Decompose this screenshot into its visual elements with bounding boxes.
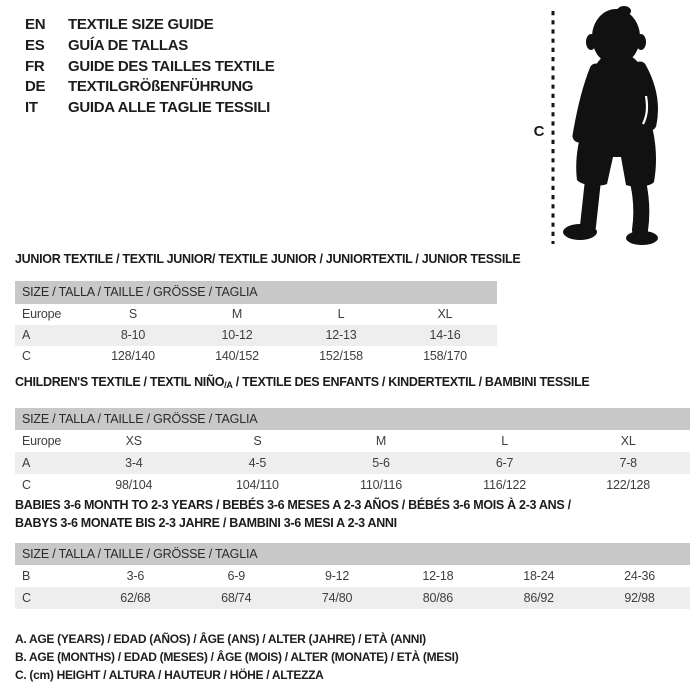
language-code: DE — [25, 78, 46, 96]
table-row-height — [15, 474, 690, 496]
size-cell: L — [501, 434, 508, 448]
row-label: A — [22, 456, 31, 470]
value-cell: 116/122 — [483, 478, 526, 492]
value-cell: 12-18 — [422, 569, 454, 583]
language-row-es — [25, 36, 274, 57]
row-label: C — [22, 591, 31, 605]
language-code: FR — [25, 57, 45, 75]
babies-size-table — [15, 543, 690, 609]
row-label: B — [22, 569, 31, 583]
junior-section-title: JUNIOR TEXTILE / TEXTIL JUNIOR/ TEXTILE JUNIOR / JUNIORTEXTIL / JUNIOR TESSILE — [15, 252, 521, 266]
value-cell: 12-13 — [325, 328, 357, 342]
value-cell: 68/74 — [221, 591, 252, 605]
table-row-height — [15, 346, 497, 367]
note-age-months: B. AGE (MONTHS) / EDAD (MESES) / ÂGE (MOIS) / ALTER (MONATE) / ETÀ (MESI) — [15, 650, 459, 664]
size-cell: S — [253, 434, 262, 448]
value-cell: 18-24 — [523, 569, 555, 583]
measure-label-c: C — [533, 123, 545, 140]
value-cell: 92/98 — [624, 591, 655, 605]
value-cell: 62/68 — [120, 591, 151, 605]
baby-silhouette — [563, 6, 658, 245]
value-cell: 128/140 — [111, 349, 155, 363]
value-cell: 122/128 — [606, 478, 651, 492]
value-cell: 110/116 — [360, 478, 402, 492]
language-row-fr — [25, 57, 274, 78]
value-cell: 5-6 — [372, 456, 390, 470]
value-cell: 98/104 — [115, 478, 153, 492]
language-code: IT — [25, 99, 38, 117]
children-title-post: / TEXTILE DES ENFANTS / KINDERTEXTIL / BAMBINI TESSILE — [232, 375, 590, 389]
babies-title-line1: BABIES 3-6 MONTH TO 2-3 YEARS / BEBÉS 3-6 MESES A 2-3 AÑOS / BÉBÉS 3-6 MOIS À 2-3 ANS / — [15, 498, 571, 512]
value-cell: 80/86 — [422, 591, 454, 605]
language-title: TEXTILE SIZE GUIDE — [68, 16, 214, 33]
language-title: GUÍA DE TALLAS — [68, 36, 188, 54]
row-label: C — [22, 478, 31, 492]
babies-section-title — [15, 497, 571, 532]
language-title: GUIDA ALLE TAGLIE TESSILI — [68, 99, 270, 117]
row-label: C — [22, 349, 31, 363]
size-cell: XL — [620, 434, 636, 448]
value-cell: 4-5 — [248, 456, 267, 470]
language-row-de — [25, 77, 274, 98]
size-cell: S — [128, 307, 138, 321]
value-cell: 9-12 — [324, 569, 350, 583]
note-age-years: A. AGE (YEARS) / EDAD (AÑOS) / ÂGE (ANS) / ALTER (JAHRE) / ETÀ (ANNI) — [15, 632, 426, 646]
value-cell: 14-16 — [429, 328, 461, 342]
children-title-sub: /A — [224, 380, 233, 390]
row-label: A — [22, 328, 31, 342]
note-height-cm: C. (cm) HEIGHT / ALTURA / HAUTEUR / HÖHE / ALTEZZA — [15, 668, 324, 682]
size-cell: XS — [125, 434, 142, 448]
row-label: Europe — [22, 307, 62, 321]
language-row-it — [25, 98, 274, 119]
size-cell: M — [375, 434, 387, 448]
size-header-bar: SIZE / TALLA / TAILLE / GRÖSSE / TAGLIA — [15, 281, 497, 304]
table-row-age — [15, 325, 497, 346]
size-cell: XL — [437, 307, 453, 321]
table-row-europe — [15, 430, 690, 452]
children-size-table — [15, 408, 690, 496]
value-cell: 8-10 — [120, 328, 146, 342]
value-cell: 152/158 — [319, 349, 363, 363]
language-list — [25, 15, 274, 119]
table-row-age — [15, 452, 690, 474]
junior-size-table — [15, 281, 497, 367]
value-cell: 6-9 — [227, 569, 245, 583]
legend-notes — [15, 630, 458, 684]
value-cell: 104/110 — [235, 478, 279, 492]
row-label: Europe — [22, 434, 62, 448]
children-section-title — [15, 375, 589, 390]
language-row-en — [25, 15, 274, 36]
value-cell: 158/170 — [423, 349, 467, 363]
size-header-bar: SIZE / TALLA / TAILLE / GRÖSSE / TAGLIA — [15, 408, 690, 430]
value-cell: 24-36 — [624, 569, 656, 583]
table-row-height — [15, 587, 690, 609]
value-cell: 140/152 — [215, 349, 259, 363]
size-cell: L — [337, 307, 345, 321]
table-row-europe — [15, 304, 497, 325]
language-code: ES — [25, 36, 45, 54]
value-cell: 74/80 — [321, 591, 353, 605]
value-cell: 7-8 — [619, 456, 637, 470]
value-cell: 86/92 — [523, 591, 554, 605]
baby-height-figure — [500, 0, 700, 250]
value-cell: 3-6 — [126, 569, 145, 583]
value-cell: 6-7 — [495, 456, 514, 470]
table-row-months — [15, 565, 690, 587]
babies-title-line2: BABYS 3-6 MONATE BIS 2-3 JAHRE / BAMBINI 3-6 MESI A 2-3 ANNI — [15, 515, 397, 530]
value-cell: 3-4 — [125, 456, 143, 470]
language-title: GUIDE DES TAILLES TEXTILE — [68, 57, 275, 75]
children-title-pre: CHILDREN'S TEXTILE / TEXTIL NIÑO — [15, 375, 225, 389]
value-cell: 10-12 — [221, 328, 253, 342]
language-code: EN — [25, 16, 46, 33]
language-title: TEXTILGRÖßENFÜHRUNG — [68, 78, 254, 96]
size-header-bar: SIZE / TALLA / TAILLE / GRÖSSE / TAGLIA — [15, 543, 690, 565]
size-cell: M — [231, 307, 243, 321]
